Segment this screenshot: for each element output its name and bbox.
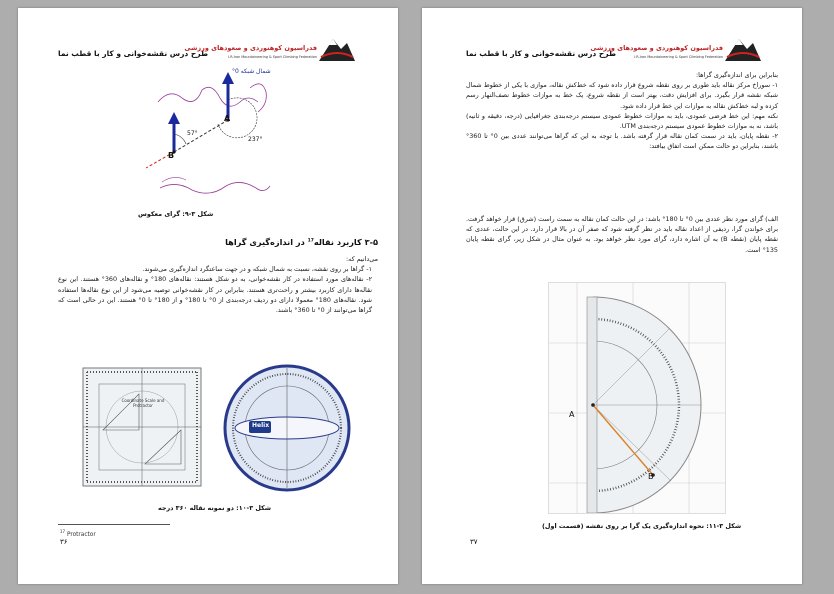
page-number-left: ۳۶ bbox=[60, 538, 68, 546]
header-title: طرح درس نقشه‌خوانی و کار با قطب نما bbox=[58, 49, 209, 58]
right-list-item-1: ۱- سوراخ مرکز نقاله باید طوری بر روی نقطه شروع قرار داده شود که خط‌کش نقاله، موازی با یکی از خطوط شمال شبکه نقشه قرار بگیرد. برای افزایش دقت، بهتر است از نقطه شروع، یک خط به موازات خطوط نصف‌النهار رسم کرده و لبه خط‌کش نقاله به موازات این خط قرار داده شود. bbox=[466, 81, 778, 110]
figure-3-11-caption: شکل ۳-۱۱: نحوه اندازه‌گیری یک گرا بر روی نقشه (قسمت اول) bbox=[542, 522, 742, 530]
protractor-on-map-photo bbox=[548, 282, 726, 514]
section-title-suffix: در اندازه‌گیری گراها bbox=[225, 237, 308, 247]
left-body-text bbox=[58, 254, 378, 315]
right-list-item-2: ۲- نقطه پایان، باید در سمت کمان نقاله قرار گرفته باشد. با توجه به این که گراها می‌توانند عددی بین 0° تا 360° باشند، بنابراین دو حالت ممکن است اتفاق بیافتد: bbox=[466, 132, 778, 151]
logo-subtitle: I.R.Iran Mountaineering & Sport Climbing Federation bbox=[634, 55, 723, 59]
section-title-main: ۳-۵ کاربرد نقاله bbox=[313, 237, 378, 247]
protractors-photo bbox=[73, 358, 363, 493]
footnote-marker: 17 bbox=[307, 238, 314, 244]
angle-57-label: 57° bbox=[187, 130, 198, 137]
footnote-ref: 17 bbox=[60, 529, 66, 534]
mountain-logo-icon bbox=[317, 35, 357, 63]
grid-north-label: شمال شبکه 0° bbox=[232, 68, 271, 75]
right-paragraph-a: الف) گرای مورد نظر عددی بین 0° تا 180° باشد: در این حالت کمان نقاله به سمت راست (شرق) قرار خواهد گرفت. برای خواندن گرا، ردیفی از اعداد نقاله باید در نظر گرفته شود که صفر آن در بالا قرار دارد. در این حالت، عددی که نقطه پایان (نقطه B) به آن اشاره دارد، گرای مورد نظر خواهد بود. به عنوان مثال در شکل زیر، گرای نقطه پایان 135° است. bbox=[466, 215, 779, 254]
point-a-label: A bbox=[224, 114, 231, 123]
back-bearing-diagram bbox=[140, 68, 280, 208]
figure-3-9-caption: شکل ۳-۹: گرای معکوس bbox=[138, 210, 214, 218]
footnote-text bbox=[60, 529, 96, 538]
logo-title: فدراسیون کوهنوردی و صعودهای ورزشی bbox=[184, 44, 317, 52]
point-b-label: B bbox=[168, 151, 175, 160]
right-page bbox=[422, 8, 802, 584]
helix-brand-label: Helix bbox=[252, 422, 270, 429]
footnote-separator bbox=[58, 524, 170, 525]
right-note: نکته مهم: این خط فرضی عمودی، باید به موازات خطوط عمودی سیستم درجه‌بندی جغرافیایی (درجه، دقیقه و ثانیه) باشد، نه به موازات خطوط عمودی سیستم درجه‌بندی UTM. bbox=[466, 111, 778, 131]
footnote-content: Protractor bbox=[66, 531, 96, 538]
federation-logo bbox=[184, 35, 353, 63]
photo-point-b: B bbox=[648, 472, 654, 481]
right-intro-line: بنابراین برای اندازه‌گیری گراها: bbox=[696, 71, 778, 79]
right-body-text bbox=[466, 70, 778, 152]
angle-237-label: 237° bbox=[248, 136, 263, 143]
list-item-1: ۱- گراها بر روی نقشه، نسبت به شمال شبکه و در جهت ساعتگرد اندازه‌گیری می‌شوند. bbox=[142, 265, 372, 274]
section-title bbox=[225, 237, 378, 247]
logo-title: فدراسیون کوهنوردی و صعودهای ورزشی bbox=[590, 44, 723, 52]
federation-logo bbox=[590, 35, 759, 63]
square-protractor-text: Coordinate Scale and Protractor bbox=[121, 398, 165, 408]
header-title: طرح درس نقشه‌خوانی و کار با قطب نما bbox=[466, 49, 617, 58]
intro-line: می‌دانیم که: bbox=[346, 255, 378, 263]
list-item-2: ۲- نقاله‌های مورد استفاده در کار نقشه‌خوانی، به دو شکل هستند: نقاله‌های 180° و نقاله‌های 360° هستند. این نوع نقاله‌ها دارای کاربرد بیشتر و راحت‌تری هستند. بنابراین در کار نقشه‌خوانی توصیه می‌شود از این نوع نقاله‌ها استفاده شود. نقاله‌های 180° معمولا دارای دو ردیف درجه‌بندی از 0° تا 180° و از 180° تا 0° هستند. این در حالی است که گراها می‌توانند از 0° تا 360° باشند. bbox=[58, 275, 373, 315]
figure-3-10-caption: شکل ۳-۱۰: دو نمونه نقاله ۳۶۰ درجه bbox=[158, 504, 272, 512]
mountain-logo-icon bbox=[723, 35, 763, 63]
page-number-right: ۳۷ bbox=[470, 538, 478, 546]
logo-subtitle: I.R.Iran Mountaineering & Sport Climbing Federation bbox=[228, 55, 317, 59]
left-page bbox=[18, 8, 398, 584]
photo-point-a: A bbox=[569, 410, 575, 419]
